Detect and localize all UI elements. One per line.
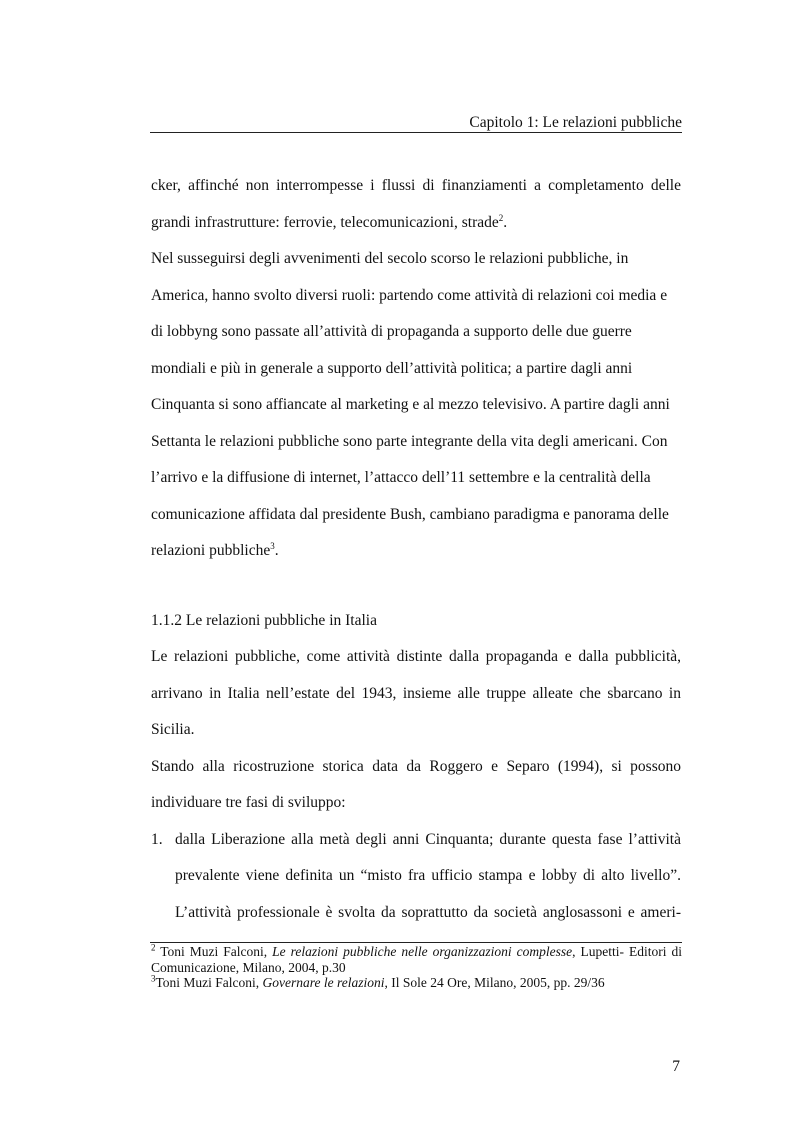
footnote-title: Governare le relazioni bbox=[262, 975, 385, 990]
footnote bbox=[151, 975, 682, 991]
footnotes bbox=[151, 944, 682, 991]
list-item-text: dalla Liberazione alla metà degli anni Cinquanta; durante questa fase l’attività prevalente viene definita un “misto fra ufficio stampa e lobby di alto livello”. L’attività professionale è svolta da soprattutto da società anglosassoni e ameri- bbox=[175, 830, 681, 921]
footnote-marker: 2 bbox=[151, 942, 156, 953]
paragraph-end: . bbox=[503, 213, 508, 231]
section-title: 1.1.2 Le relazioni pubbliche in Italia bbox=[151, 612, 377, 629]
section-body bbox=[151, 639, 681, 931]
paragraph-end: . bbox=[274, 542, 279, 559]
footnote-author: Toni Muzi Falconi, bbox=[155, 944, 273, 959]
paragraph bbox=[151, 168, 681, 241]
paragraph: Le relazioni pubbliche, come attività distinte dalla propaganda e dalla pubblicità, arrivano in Italia nell’estate del 1943, insieme alle truppe alleate che sbarcano in Sicilia. bbox=[151, 648, 681, 738]
paragraph-text: cker, affinché non interrompesse i flussi di finanziamenti a completamento delle grandi infrastrutture: ferrovie, telecomunicazioni, strade bbox=[151, 177, 681, 231]
paragraph bbox=[151, 241, 681, 570]
footnote-marker: 3 bbox=[151, 973, 156, 984]
list-item bbox=[151, 822, 681, 932]
footnote bbox=[151, 944, 682, 975]
footnote-title: Le relazioni pubbliche nelle organizzazioni complesse bbox=[272, 944, 573, 959]
footnote-reference: 3 bbox=[270, 540, 275, 551]
footnote-details: , Il Sole 24 Ore, Milano, 2005, pp. 29/36 bbox=[384, 975, 605, 990]
paragraph-text: Nel susseguirsi degli avvenimenti del secolo scorso le relazioni pubbliche, in America, hanno svolto diversi ruoli: partendo come attività di relazioni coi media e di lobbyng sono passate all’attività di propaganda a supporto delle due guerre mondiali e più in generale a supporto dell’attività politica; a partire dagli anni Cinquanta si sono affiancate al marketing e al mezzo televisivo. A partire dagli anni Settanta le relazioni pubbliche sono parte integrante della vita degli americani. Con l’arrivo e la diffusione di internet, l’attacco dell’11 settembre e la centralità della comunicazione affidata dal presidente Bush, cambiano paradigma e panorama delle relazioni pubbliche bbox=[151, 250, 670, 559]
footnote-author: Toni Muzi Falconi, bbox=[155, 975, 263, 990]
running-header: Capitolo 1: Le relazioni pubbliche bbox=[469, 114, 682, 131]
header-rule bbox=[150, 132, 682, 133]
footnote-reference: 2 bbox=[498, 212, 504, 223]
footnote-rule bbox=[150, 942, 682, 943]
paragraph: Stando alla ricostruzione storica data da Roggero e Separo (1994), si possono individuare tre fasi di sviluppo: bbox=[151, 757, 681, 811]
list-number: 1. bbox=[151, 830, 163, 848]
page-number: 7 bbox=[672, 1058, 680, 1075]
footnote-details: , Lupetti- Editori di Comunicazione, Milano, 2004, p.30 bbox=[151, 944, 682, 975]
body-text bbox=[151, 168, 681, 570]
